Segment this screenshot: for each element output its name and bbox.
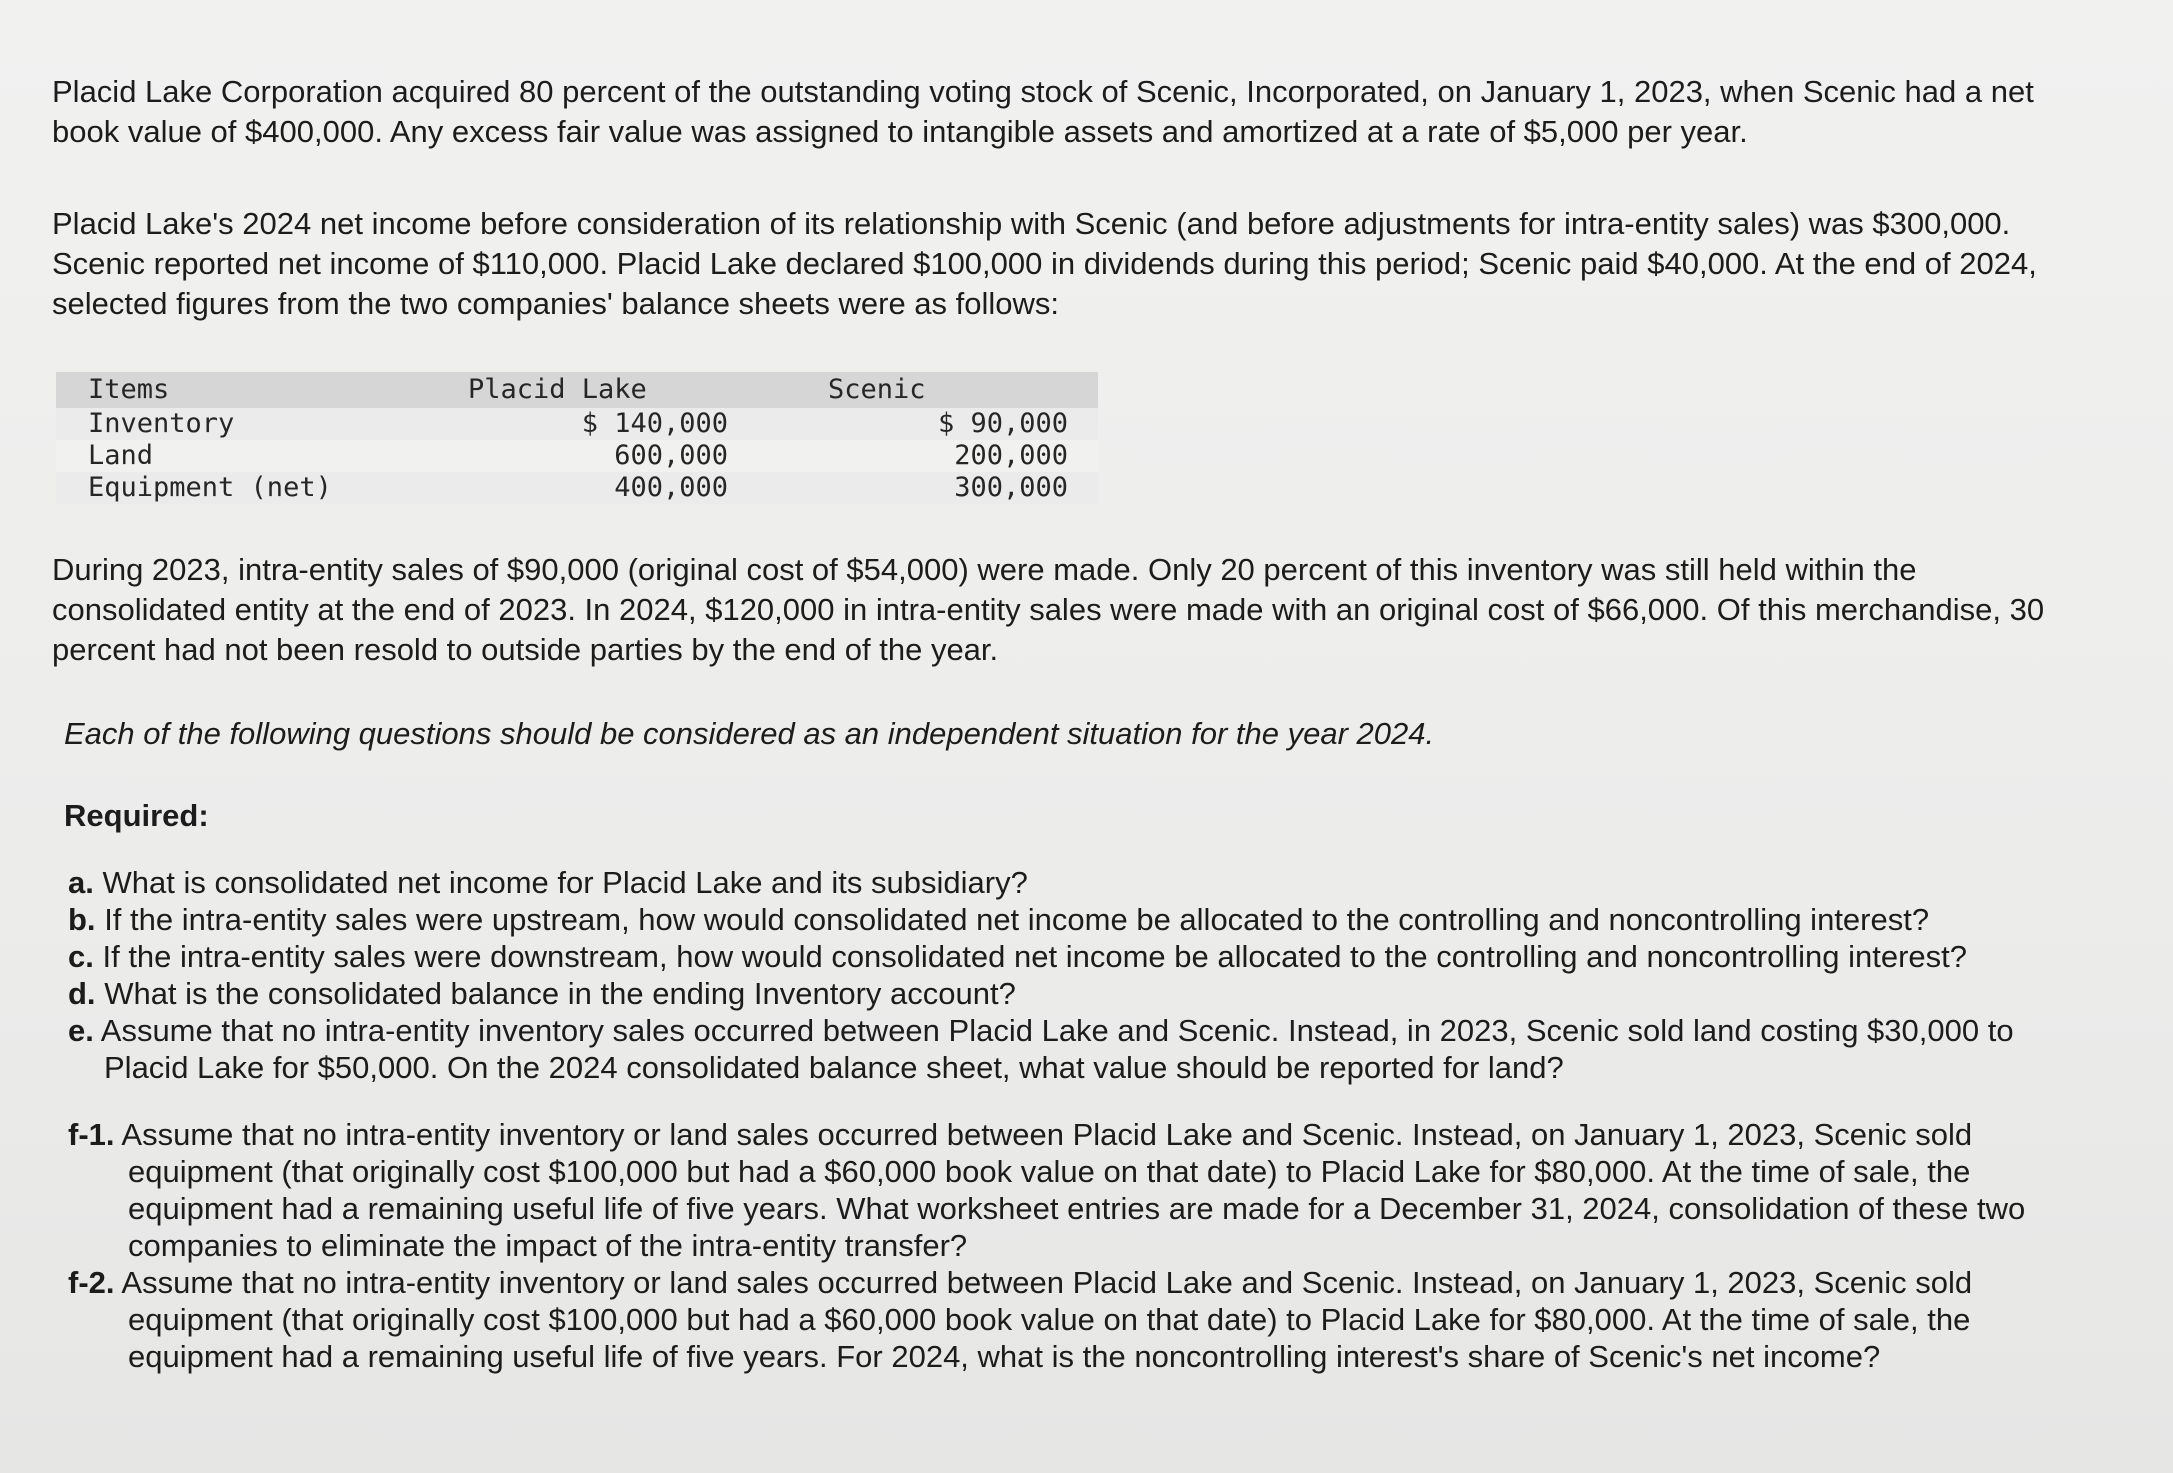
placid-lake-value: $ 140,000 bbox=[468, 408, 828, 440]
intra-entity-paragraph: During 2023, intra-entity sales of $90,000 (original cost of $54,000) were made. Only 20 percent of this inventory was still held within the consolidated entity at the end of 2023. In 2024, $120,000 in intra-entity sales were made with an original cost of $66,000. Of this merchandise, 30 percent had not been resold to outside parties by the end of the year. bbox=[52, 552, 2045, 667]
question-e bbox=[68, 1012, 2092, 1086]
table-row bbox=[56, 472, 1098, 504]
problem-page bbox=[52, 72, 2092, 1375]
scenic-value: 200,000 bbox=[828, 440, 1098, 472]
placid-lake-value: 400,000 bbox=[468, 472, 828, 504]
scenic-value: 300,000 bbox=[828, 472, 1098, 504]
question-text: Assume that no intra-entity inventory or land sales occurred between Placid Lake and Scenic. Instead, on January 1, 2023, Scenic sold equipment (that originally cost $100,000 but had a $60,000 book value on that date) to Placid Lake for $80,000. At the time of sale, the equipment had a remaining useful life of five years. What worksheet entries are made for a December 31, 2024, consolidation of these two companies to eliminate the impact of the intra-entity transfer? bbox=[121, 1117, 2026, 1263]
question-text: Assume that no intra-entity inventory sales occurred between Placid Lake and Scenic. Instead, in 2023, Scenic sold land costing $30,000 to Placid Lake for $50,000. On the 2024 consolidated balance sheet, what value should be reported for land? bbox=[100, 1013, 2014, 1085]
question-text: Assume that no intra-entity inventory or land sales occurred between Placid Lake and Scenic. Instead, on January 1, 2023, Scenic sold equipment (that originally cost $100,000 but had a $60,000 book value on that date) to Placid Lake for $80,000. At the time of sale, the equipment had a remaining useful life of five years. For 2024, what is the noncontrolling interest's share of Scenic's net income? bbox=[121, 1265, 1973, 1374]
table-row bbox=[56, 408, 1098, 440]
question-a bbox=[68, 864, 2092, 901]
question-label: d. bbox=[68, 976, 96, 1011]
row-label: Inventory bbox=[56, 408, 468, 440]
question-text: What is the consolidated balance in the ending Inventory account? bbox=[104, 976, 1016, 1011]
question-text: If the intra-entity sales were downstream, how would consolidated net income be allocated to the controlling and noncontrolling interest? bbox=[102, 939, 1968, 974]
table-header-row bbox=[56, 372, 1098, 408]
question-c bbox=[68, 938, 2092, 975]
questions-list bbox=[68, 864, 2092, 1375]
scenic-value: $ 90,000 bbox=[828, 408, 1098, 440]
required-heading: Required: bbox=[64, 798, 209, 833]
question-label: a. bbox=[68, 865, 94, 900]
question-f1 bbox=[68, 1116, 2092, 1264]
placid-lake-value: 600,000 bbox=[468, 440, 828, 472]
question-text: If the intra-entity sales were upstream, how would consolidated net income be allocated to the controlling and noncontrolling interest? bbox=[104, 902, 1930, 937]
row-label: Land bbox=[56, 440, 468, 472]
table-row bbox=[56, 440, 1098, 472]
header-items: Items bbox=[56, 372, 468, 408]
question-label: f-1. bbox=[68, 1117, 115, 1152]
independence-note: Each of the following questions should be considered as an independent situation for the year 2024. bbox=[64, 716, 1435, 751]
question-text: What is consolidated net income for Placid Lake and its subsidiary? bbox=[102, 865, 1028, 900]
question-label: f-2. bbox=[68, 1265, 115, 1300]
question-b bbox=[68, 901, 2092, 938]
row-label: Equipment (net) bbox=[56, 472, 468, 504]
spacer bbox=[68, 1086, 2092, 1116]
question-d bbox=[68, 975, 2092, 1012]
question-label: b. bbox=[68, 902, 96, 937]
header-placid-lake: Placid Lake bbox=[468, 372, 828, 408]
question-f2 bbox=[68, 1264, 2092, 1375]
intro-paragraph: Placid Lake Corporation acquired 80 percent of the outstanding voting stock of Scenic, Incorporated, on January 1, 2023, when Scenic had a net book value of $400,000. Any excess fair value was assigned to intangible assets and amortized at a rate of $5,000 per year. bbox=[52, 74, 2034, 149]
question-label: c. bbox=[68, 939, 94, 974]
header-scenic: Scenic bbox=[828, 372, 1098, 408]
balance-sheet-table bbox=[56, 372, 1098, 504]
income-paragraph: Placid Lake's 2024 net income before consideration of its relationship with Scenic (and before adjustments for intra-entity sales) was $300,000. Scenic reported net income of $110,000. Placid Lake declared $100,000 in dividends during this period; Scenic paid $40,000. At the end of 2024, selected figures from the two companies' balance sheets were as follows: bbox=[52, 206, 2037, 321]
question-label: e. bbox=[68, 1013, 94, 1048]
